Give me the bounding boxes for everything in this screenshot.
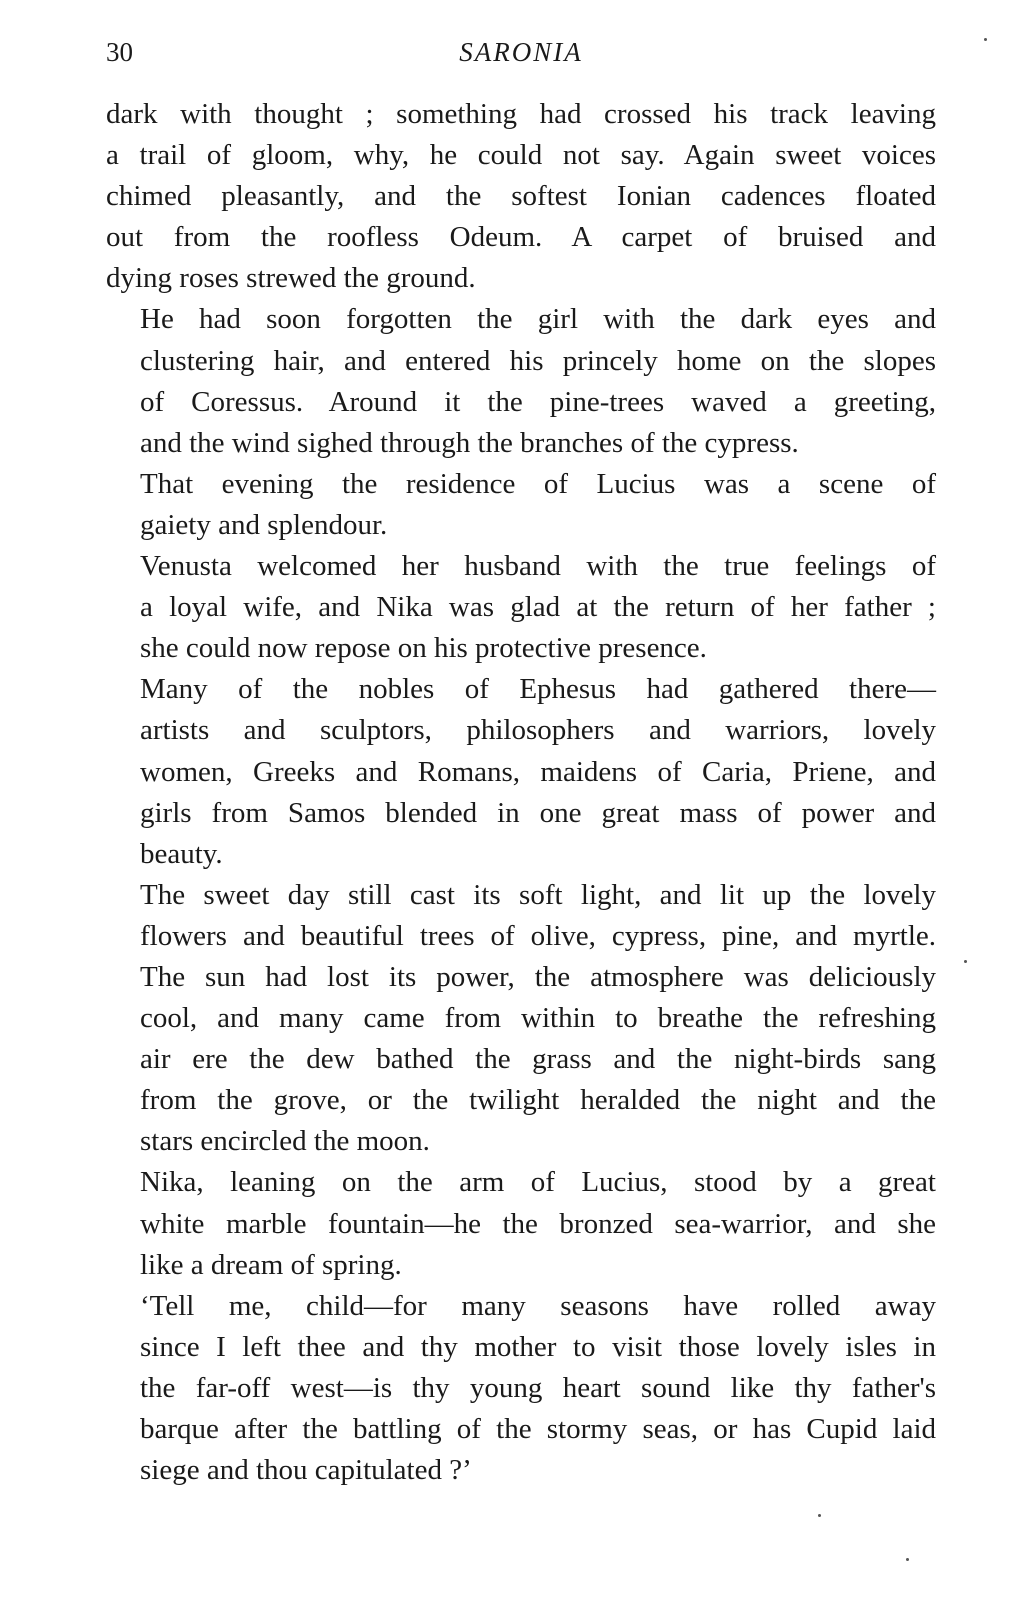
running-title: SARONIA xyxy=(459,37,583,67)
text-line: like a dream of spring. xyxy=(140,1248,402,1281)
text-line: girls from Samos blended in one great mass of power and xyxy=(140,796,936,829)
text-line: The sweet day still cast its soft light, and lit up the lovely xyxy=(140,878,936,911)
scan-speck xyxy=(818,1514,821,1517)
page-header xyxy=(106,30,936,74)
text-line: chimed pleasantly, and the softest Ionian cadences floated xyxy=(106,180,936,213)
text-line: Venusta welcomed her husband with the true feelings of xyxy=(140,550,936,583)
paragraph xyxy=(106,299,936,463)
text-line: a trail of gloom, why, he could not say. Again sweet voices xyxy=(106,139,936,172)
paragraph xyxy=(106,875,936,1163)
text-line: He had soon forgotten the girl with the dark eyes and xyxy=(140,303,936,336)
text-line: out from the roofless Odeum. A carpet of bruised and xyxy=(106,221,936,254)
text-line: siege and thou capitulated ?’ xyxy=(140,1454,472,1487)
text-line: women, Greeks and Romans, maidens of Caria, Priene, and xyxy=(140,755,936,788)
text-line: dying roses strewed the ground. xyxy=(106,262,476,295)
text-line: the far-off west—is thy young heart sound like thy father's xyxy=(140,1371,936,1404)
text-line: Many of the nobles of Ephesus had gathered there— xyxy=(140,673,936,706)
text-line: stars encircled the moon. xyxy=(140,1125,430,1158)
text-line: clustering hair, and entered his princely home on the slopes xyxy=(140,344,936,377)
text-line: and the wind sighed through the branches of the cypress. xyxy=(140,426,799,459)
paragraph xyxy=(106,669,936,874)
text-line: from the grove, or the twilight heralded the night and the xyxy=(140,1084,936,1117)
text-line: gaiety and splendour. xyxy=(140,508,388,541)
body-text xyxy=(106,94,936,1491)
scan-speck xyxy=(964,960,967,963)
paragraph xyxy=(106,464,936,546)
text-line: since I left thee and thy mother to visit those lovely isles in xyxy=(140,1330,936,1363)
paragraph xyxy=(106,1162,936,1285)
paragraph xyxy=(106,1286,936,1491)
scan-speck xyxy=(984,38,987,41)
text-line: of Coressus. Around it the pine-trees waved a greeting, xyxy=(140,385,936,418)
text-line: ‘Tell me, child—for many seasons have rolled away xyxy=(140,1289,936,1322)
paragraph xyxy=(106,546,936,669)
text-line: beauty. xyxy=(140,837,223,870)
text-line: The sun had lost its power, the atmosphere was deliciously xyxy=(140,960,936,993)
text-line: barque after the battling of the stormy seas, or has Cupid laid xyxy=(140,1413,936,1445)
text-line: artists and sculptors, philosophers and warriors, lovely xyxy=(140,714,936,747)
text-line: dark with thought ; something had crossed his track leaving xyxy=(106,98,936,130)
text-line: flowers and beautiful trees of olive, cypress, pine, and myrtle. xyxy=(140,919,936,952)
scan-speck xyxy=(906,1558,909,1561)
text-line: air ere the dew bathed the grass and the night-birds sang xyxy=(140,1043,936,1076)
text-line: Nika, leaning on the arm of Lucius, stood by a great xyxy=(140,1166,936,1199)
page-number: 30 xyxy=(106,37,133,67)
text-line: cool, and many came from within to breathe the refreshing xyxy=(140,1002,936,1035)
text-line: she could now repose on his protective presence. xyxy=(140,632,707,665)
paragraph xyxy=(106,94,936,299)
text-line: a loyal wife, and Nika was glad at the return of her father ; xyxy=(140,591,936,624)
text-line: white marble fountain—he the bronzed sea-warrior, and she xyxy=(140,1207,936,1240)
text-line: That evening the residence of Lucius was a scene of xyxy=(140,467,936,500)
